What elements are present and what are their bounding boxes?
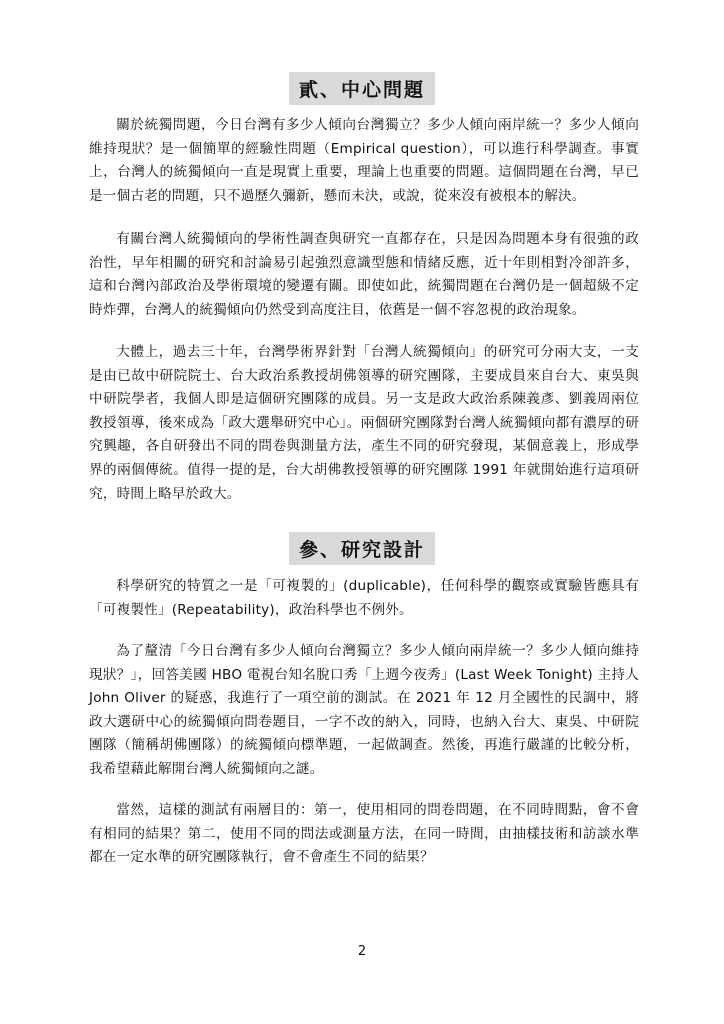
paragraph: 為了釐清「今日台灣有多少人傾向台灣獨立？多少人傾向兩岸統一？多少人傾向維持現狀？」，回答美國 HBO 電視台知名脫口秀「上週今夜秀」(Last Week Tonight) 主持人 John Oliver 的疑惑，我進行了一項空前的測試。在 2021 年 12 月全國性的民調中，將政大選研中心的統獨傾向問卷題目，一字不改的納入，同時，也納入台大、東吳、中研院團隊（簡稱胡佛團隊）的統獨傾向標準題，一起做調查。然後，再進行嚴謹的比較分析，我希望藉此解開台灣人統獨傾向之謎。 [89,643,639,777]
paragraph: 當然，這樣的測試有兩層目的：第一，使用相同的問卷問題，在不同時間點，會不會有相同的結果？第二，使用不同的問法或測量方法，在同一時間，由抽樣技術和訪談水準都在一定水準的研究團隊執行，會不會產生不同的結果？ [89,802,639,866]
paragraph: 大體上，過去三十年，台灣學術界針對「台灣人統獨傾向」的研究可分兩大支，一支是由已故中研院院士、台大政治系教授胡佛領導的研究團隊，主要成員來自台大、東吳與中研院學者，我個人即是這個研究團隊的成員。另一支是政大政治系陳義彥、劉義周兩位教授領導，後來成為「政大選舉研究中心」。兩個研究團隊對台灣人統獨傾向都有濃厚的研究興趣，各自研發出不同的問卷與測量方法，產生不同的研究發現，某個意義上，形成學界的兩個傳統。值得一提的是，台大胡佛教授領導的研究團隊 1991 年就開始進行這項研究，時間上略早於政大。 [89,344,639,502]
page-number: 2 [357,944,367,959]
paragraph: 有關台灣人統獨傾向的學術性調查與研究一直都存在，只是因為問題本身有很強的政治性，早年相關的研究和討論易引起強烈意識型態和情緒反應，近十年則相對冷卻許多，這和台灣內部政治及學術環境的變遷有關。即使如此，統獨問題在台灣仍是一個超級不定時炸彈，台灣人的統獨傾向仍然受到高度注目，依舊是一個不容忽視的政治現象。 [89,231,639,318]
section-heading-text: 貳、中心問題 [289,72,435,105]
paragraph: 科學研究的特質之一是「可複製的」(duplicable)，任何科學的觀察或實驗皆應具有「可複製性」(Repeatability)，政治科學也不例外。 [89,578,639,618]
paragraph: 關於統獨問題，今日台灣有多少人傾向台灣獨立？多少人傾向兩岸統一？多少人傾向維持現狀？是一個簡單的經驗性問題（Empirical question），可以進行科學調查。事實上，台灣人的統獨傾向一直是現實上重要，理論上也重要的問題。這個問題在台灣，早已是一個古老的問題，只不過歷久彌新，懸而未決，或說，從來沒有被根本的解決。 [89,117,639,204]
section-heading-text: 參、研究設計 [289,532,435,565]
section-heading [0,532,724,565]
section-heading [0,72,724,105]
